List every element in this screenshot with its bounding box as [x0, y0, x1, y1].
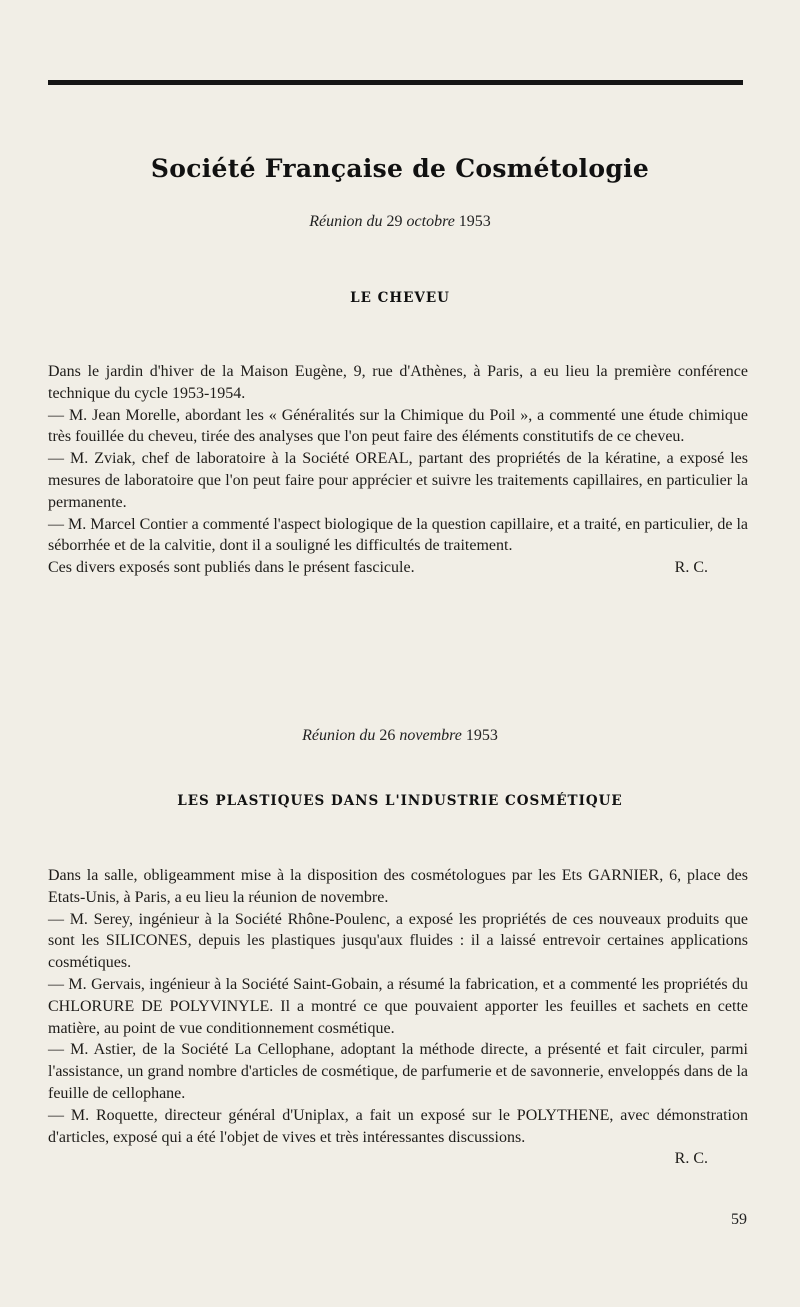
paragraph: Dans le jardin d'hiver de la Maison Eugène, 9, rue d'Athènes, à Paris, a eu lieu la première conférence technique du cycle 1953-1954.: [48, 363, 748, 402]
meeting-1-text: [48, 361, 748, 579]
section-heading-1: LE CHEVEU: [350, 290, 450, 306]
closing-line: [48, 557, 748, 579]
meeting-year: 1953: [465, 727, 498, 744]
closing-text: — M. Roquette, directeur général d'Uniplax, a fait un exposé sur le POLYTHENE, avec démonstration d'articles, exposé qui a été l'objet de vives et très intéressantes discussions.: [48, 1106, 748, 1146]
paragraph: — M. Marcel Contier a commenté l'aspect biologique de la question capillaire, et a traité, en particulier, de la séborrhée et de la calvitie, dont il a souligné les difficultés de traitement.: [48, 515, 748, 555]
section-heading-2: LES PLASTIQUES DANS L'INDUSTRIE COSMÉTIQUE: [177, 793, 623, 809]
meeting-year: 1953: [458, 213, 491, 230]
paragraph: — M. Gervais, ingénieur à la Société Saint-Gobain, a résumé la fabrication, et a commenté les propriétés du CHLORURE DE POLYVINYLE. Il a montré ce que pouvaient apporter les feuilles et sachets en cette matière, au point de vue conditionnement cosmétique.: [48, 975, 748, 1037]
paragraph: — M. Zviak, chef de laboratoire à la Société OREAL, partant des propriétés de la kératine, a exposé les mesures de laboratoire que l'on peut faire pour apprécier et suivre les traitements capillaires, en particulier la permanente.: [48, 450, 748, 511]
meeting-date-1: [0, 213, 800, 231]
closing-text: Ces divers exposés sont publiés dans le présent fascicule.: [48, 559, 415, 577]
page-number: 59: [731, 1211, 747, 1228]
top-rule: [48, 80, 743, 85]
signature: R. C.: [674, 559, 708, 577]
meeting-day: 29: [386, 213, 403, 230]
paragraph: — M. Astier, de la Société La Cellophane, adoptant la méthode directe, a présenté et fait circuler, parmi l'assistance, un grand nombre d'articles de cosmétique, de parfumerie et de savonnerie, enveloppés dans de la feuille de cellophane.: [48, 1041, 748, 1102]
meeting-date-2: [0, 727, 800, 745]
signature-line: [48, 1148, 748, 1170]
meeting-label: Réunion du: [302, 727, 376, 744]
meeting-month: novembre: [399, 727, 462, 744]
meeting-day: 26: [379, 727, 396, 744]
paragraph: Dans la salle, obligeamment mise à la disposition des cosmétologues par les Ets GARNIER, 6, place des Etats-Unis, à Paris, a eu lieu la réunion de novembre.: [48, 867, 748, 906]
meeting-label: Réunion du: [309, 213, 383, 230]
meeting-month: octobre: [406, 213, 455, 230]
meeting-2-text: [48, 865, 748, 1170]
paragraph: — M. Serey, ingénieur à la Société Rhône-Poulenc, a exposé les propriétés de ces nouveaux produits que sont les SILICONES, depuis les plastiques jusqu'aux fluides : il a laissé entrevoir certaines applications cosmétiques.: [48, 910, 748, 972]
page-title: Société Française de Cosmétologie: [150, 154, 650, 183]
paragraph: — M. Jean Morelle, abordant les « Généralités sur la Chimique du Poil », a commenté une étude chimique très fouillée du cheveu, tirée des analyses que l'on peut faire des éléments constitutifs de ce cheveu.: [48, 406, 748, 446]
signature: R. C.: [674, 1150, 708, 1168]
